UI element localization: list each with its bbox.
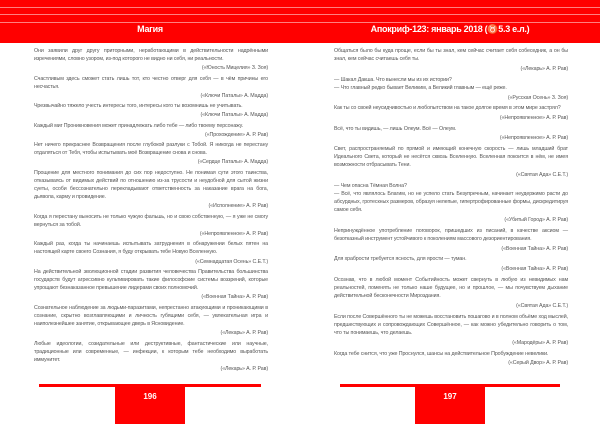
quote-text: Если после Совершённого ты не можешь восстановить пошагово и в полном объёме ход мыслей, предшествующих и сопровождающих Совершённое, — как можно убедительно говорить о том, что ты понимаешь, что делаешь. xyxy=(334,313,568,337)
quote-text: Каждый раз, когда ты начинаешь испытывать затруднения в обнаружении белых пятен на настоящей карте своего Сознания, я буду открывать тебе Новую Вселенную. xyxy=(34,241,268,256)
quote-source: («Непроявленное» А. Р. Рав) xyxy=(499,114,568,121)
quote-source: («Лекарь» А. Р. Рав) xyxy=(220,330,268,337)
quote xyxy=(334,76,568,102)
quote xyxy=(34,122,268,139)
quote xyxy=(334,276,568,310)
quotes-column xyxy=(334,47,568,370)
header-rule xyxy=(300,7,600,8)
quote-source: («Лекарь» А. Р. Рав) xyxy=(220,366,268,373)
quote xyxy=(334,255,568,273)
quote xyxy=(34,304,268,338)
quote-source: («Военная Тайна» А. Р. Рав) xyxy=(501,266,568,273)
quote-source: («Святая Ада» С.Е.Т.) xyxy=(516,172,568,179)
quote xyxy=(334,313,568,347)
quote xyxy=(34,75,268,101)
quote-text: Непринуждённое употребление поговорок, пришедших из писаний, в качестве аксиом — безотказный инструмент устойчивого к поколениям массового дезориентирования. xyxy=(334,227,568,243)
quote-source: («Военная Тайна» А. Р. Рав) xyxy=(201,294,268,301)
section-title: Магия xyxy=(137,24,163,34)
quote-source: («Убитый Город» А. Р. Рав) xyxy=(504,217,568,224)
quote-source: («Ключи Паталы» А. Мадда) xyxy=(200,112,268,119)
page-header xyxy=(0,0,300,43)
quote xyxy=(34,340,268,374)
quote-source: («Юность Мицелия» З. Зоя) xyxy=(201,65,268,72)
page-header xyxy=(300,0,600,43)
quote-text: Счастливым здесь сможет стать лишь тот, кто честно отверг для себя — в чём причины его несчастья. xyxy=(34,75,268,90)
quote xyxy=(34,141,268,167)
header-rule xyxy=(300,22,600,23)
header-rule xyxy=(0,22,300,23)
quote-text: — Шакал Дакша. Что вынесли мы из их истории? — Что главный редко бывает Великим, а Великий главным — ещё реже. xyxy=(334,76,507,91)
quote-source: («Лекарь» А. Р. Рав) xyxy=(520,65,568,72)
quote-text: Они заявили друг другу приторными, неработающими в действительности надрёнными изречениями, словно узором, из-под которого не видно ни себя, ни реальности. xyxy=(34,48,268,63)
right-page xyxy=(300,0,600,424)
quote-source: («Военная Тайна» А. Р. Рав) xyxy=(501,245,568,252)
quote-source: («Непроявленное» А. Р. Рав) xyxy=(499,135,568,142)
quote-source: («Сердце Паталы» А. Мадда) xyxy=(197,159,268,166)
quote xyxy=(334,182,568,225)
quote-source: («Ключи Паталы» А. Мадда) xyxy=(200,93,268,100)
quote-source: («Исполнение» А. Р. Рав) xyxy=(208,203,268,210)
quote-text: Каждый миг Проникновения может принадлежать либо тебе — либо твоему персонажу. xyxy=(34,122,244,129)
quote-text: Когда я перестану выносить не только чужую фальшь, но и свою собственную, — я уже не смогу вернуться за тобой. xyxy=(34,213,268,228)
quote-source: («Святая Ада» С.Е.Т.) xyxy=(516,302,568,309)
quote-text: Сознательное наблюдение за людьми-паразитами, непрестанно атакующими и проникающими в сознание, скрытно возглавляющими и личность губящими себя, — увлекательная игра и наиполезнейшее занятие, открывающее дверь в Ясновидение. xyxy=(34,304,268,328)
header-rule xyxy=(0,14,300,15)
section-title: Апокриф-123: январь 2018 (♉5.3 е.л.) xyxy=(370,24,530,34)
quote-source: («Русская Осень» З. Зоя) xyxy=(507,94,568,101)
quote-text: Всё, что ты видишь, — лишь Олеум. Всё — Олеум. xyxy=(334,125,457,132)
quote xyxy=(334,145,568,179)
quote xyxy=(34,240,268,266)
quote-text: Нет ничего прекраснее Возвращения после глубокой разлуки с Тобой. Я никогда не перестану отдаляться от Тебя, чтобы испытывать моё Возвращение снова и снова. xyxy=(34,142,268,157)
quote xyxy=(34,47,268,73)
quote-text: Общаться было бы куда проще, если бы ты знал, кем сейчас считает себя собеседник, а он бы знал, кем сейчас считаешь себя ты. xyxy=(334,48,568,63)
quote-text: Прощение для местного понимания до сих пор недоступно. Не понимая сути этого таинства, отказываясь от видимых действий по отношению из-за трусости и неудобной для сытой жизни суеты, особи бессознательно перекладывают ответственность за наказание врага на бога, дьявола, карму и провидение. xyxy=(34,169,268,201)
quote-text: Свет, распространяемый по прямой и имеющий конечную скорость — лишь младший брат Идеального Света, который не несётся сквозь Вселенную. Вселенная покоится в нём, не имея возможности отбрасывать Тени. xyxy=(334,146,568,169)
quote xyxy=(334,104,568,122)
quote xyxy=(34,268,268,302)
quote-source: («Мародёры» А. Р. Рав) xyxy=(512,339,568,346)
quote-text: Как ты со своей неусидчивостью и любопытством на такое долгое время в этом мире застрял? xyxy=(334,105,561,112)
quote xyxy=(34,102,268,119)
quote-text: — Чем опасна Тёмная Волна? — Всё, что являлось Благим, но не успело стать Безупречным, начинает неудержимо расти до абсурдных, гротескных размеров, образуя нелепые, гипертрофированные формы, дискредитируя самое себя. xyxy=(334,182,568,214)
quote xyxy=(334,227,568,253)
quote-source: («Серый Двор» А. Р. Рав) xyxy=(508,360,568,367)
quote xyxy=(34,169,268,211)
header-rule xyxy=(300,14,600,15)
quote-text: На действительной эволюционной стадии развития человечества Правительства большинства государств будут агрессивно культивировать такие философские системы воззрений, которые упрощают безнаказанное превышение лидерами своих полномочий. xyxy=(34,268,268,292)
quote-text: Любые идеологии, созидательные или деструктивные, фантастические или научные, традиционные или современные, — инфекции, к которым тебе необходимо выработать иммунитет. xyxy=(34,340,268,363)
quote xyxy=(334,125,568,143)
quote xyxy=(334,350,568,368)
quote xyxy=(334,47,568,73)
quote-source: («Прохождение» А. Р. Рав) xyxy=(205,131,268,138)
quote-text: Когда тебе снится, что уже Проснулся, шансы на действительное Пробуждение невелики. xyxy=(334,350,549,357)
quote-source: («Семнадцатая Осень» С.Е.Т.) xyxy=(195,258,268,265)
quote xyxy=(34,213,268,239)
quotes-column xyxy=(34,47,268,375)
page-number: 196 xyxy=(115,387,185,424)
quote-text: Для храбрости требуется ясность, для ярости — туман. xyxy=(334,256,467,263)
quote-source: («Непроявленное» А. Р. Рав) xyxy=(199,231,268,238)
page-number: 197 xyxy=(415,387,485,424)
quote-text: Осознав, что в любой момент Событийность может свернуть в любую из невидимых нам реальностей, поменять не только наше будущее, но и прошлое, — мы почувствуем дыхание действительной бесконечности Мироздания. xyxy=(334,276,568,300)
header-rule xyxy=(0,7,300,8)
quote-text: Чрезвычайно тяжело учесть интересы того, интересы кого ты возомнишь не учитывать. xyxy=(34,103,243,110)
